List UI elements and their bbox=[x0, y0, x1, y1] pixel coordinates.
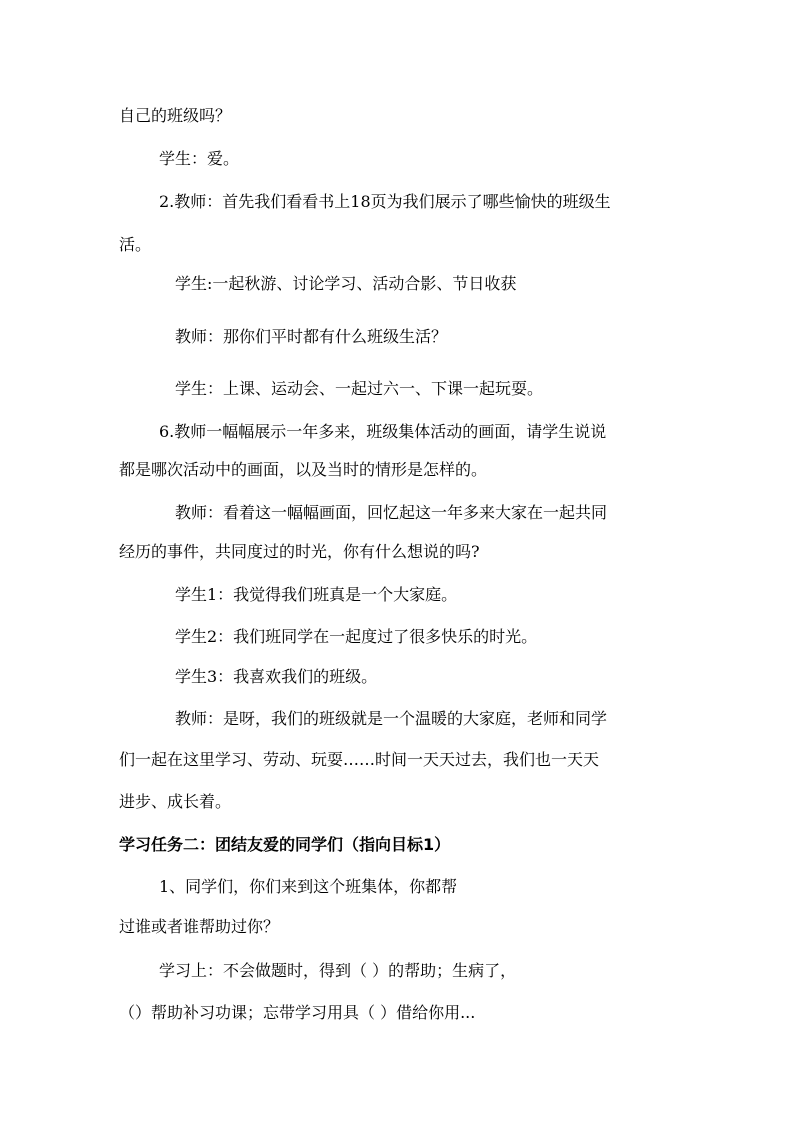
text-line-17: 进步、成长着。 bbox=[119, 792, 232, 811]
text-line-16: 们一起在这里学习、劳动、玩耍……时间一天天过去，我们也一天天 bbox=[119, 750, 600, 769]
text-line-14: 学生3：我喜欢我们的班级。 bbox=[175, 667, 378, 686]
text-line-8: 6.教师一幅幅展示一年多来，班级集体活动的画面，请学生说说 bbox=[159, 422, 607, 441]
text-line-20: 过谁或者谁帮助过你？ bbox=[119, 917, 280, 936]
text-line-7: 学生：上课、运动会、一起过六一、下课一起玩耍。 bbox=[175, 379, 544, 398]
text-line-15: 教师：是呀，我们的班级就是一个温暖的大家庭，老师和同学 bbox=[175, 709, 608, 728]
text-line-22: （）帮助补习功课；忘带学习用具（ ）借给你用... bbox=[119, 1003, 476, 1022]
text-line-19: 1、同学们，你们来到这个班集体，你都帮 bbox=[159, 877, 458, 896]
text-line-5: 学生:一起秋游、讨论学习、活动合影、节日收获 bbox=[175, 274, 517, 293]
text-line-13: 学生2：我们班同学在一起度过了很多快乐的时光。 bbox=[175, 627, 538, 646]
text-line-9: 都是哪次活动中的画面，以及当时的情形是怎样的。 bbox=[119, 460, 488, 479]
text-line-21: 学习上：不会做题时，得到（ ）的帮助；生病了， bbox=[159, 961, 517, 980]
text-line-4: 活。 bbox=[119, 235, 152, 254]
text-line-10: 教师：看着这一幅幅画面，回忆起这一年多来大家在一起共同 bbox=[175, 503, 608, 522]
text-line-11: 经历的事件，共同度过的时光，你有什么想说的吗? bbox=[119, 542, 480, 561]
text-line-3: 2.教师：首先我们看看书上18页为我们展示了哪些愉快的班级生 bbox=[159, 192, 611, 211]
section-heading: 学习任务二：团结友爱的同学们（指向目标1） bbox=[119, 835, 451, 854]
text-line-2: 学生：爱。 bbox=[159, 149, 240, 168]
text-line-1: 自己的班级吗？ bbox=[119, 106, 232, 125]
text-line-6: 教师：那你们平时都有什么班级生活？ bbox=[175, 327, 448, 346]
text-line-12: 学生1：我觉得我们班真是一个大家庭。 bbox=[175, 585, 458, 604]
